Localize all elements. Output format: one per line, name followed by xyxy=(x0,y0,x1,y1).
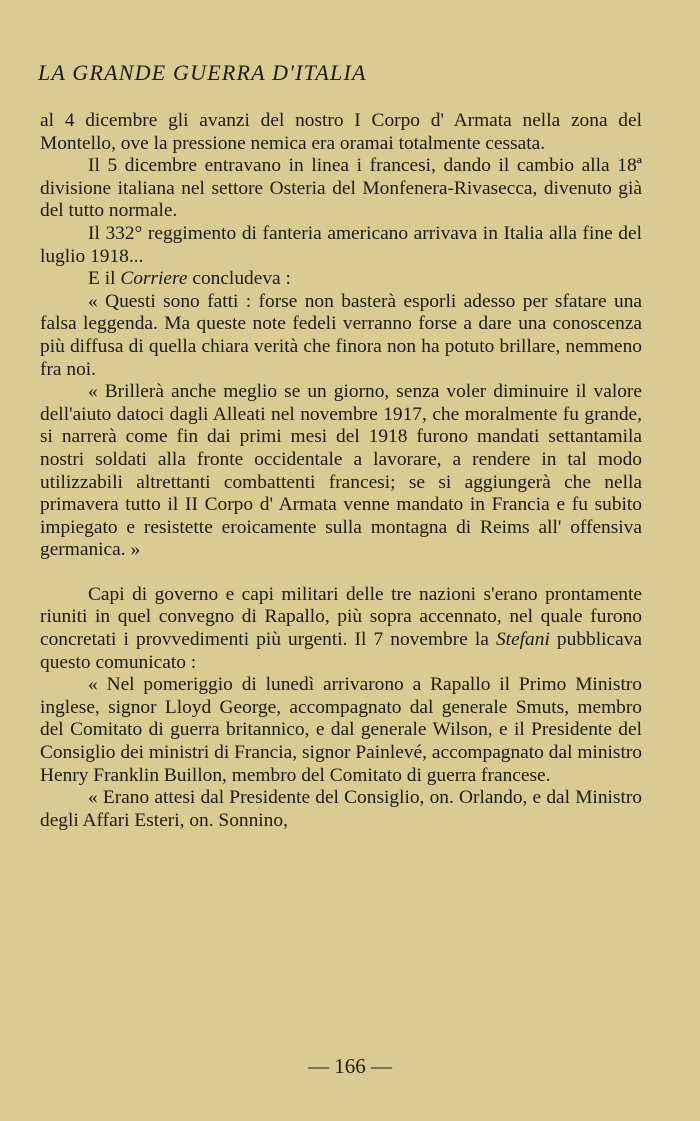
agency-name: Stefani xyxy=(495,629,550,651)
communique-paragraph-2: « Erano attesi dal Presidente del Consiglio, on. Orlando, e dal Ministro degli Affari Esteri, on. Sonnino, xyxy=(40,787,642,831)
text-run: concludeva : xyxy=(187,268,291,290)
running-header: LA GRANDE GUERRA D'ITALIA xyxy=(38,60,367,85)
text-run: E il xyxy=(88,268,121,290)
paragraph-rapallo xyxy=(40,584,642,674)
text-run: pubblicava questo comunicato : xyxy=(40,629,643,673)
communique-paragraph-1: « Nel pomeriggio di lunedì arrivarono a Rapallo il Primo Ministro inglese, signor Lloyd George, accompagnato dal generale Smuts, membro del Comitato di guerra britannico, e dal generale Wilson, e il Presidente del Consiglio dei ministri di Francia, signor Painlevé, accompagnato dal ministro Henry Franklin Buillon, membro del Comitato di guerra francese. xyxy=(40,674,642,786)
text-run: Capi di governo e capi militari delle tre nazioni s'erano prontamente riuniti in quel convegno di Rapallo, più sopra accennato, nel quale furono concretati i provvedimenti più urgenti. Il 7 novembre la xyxy=(40,583,642,651)
paragraph-french-relief: Il 5 dicembre entravano in linea i francesi, dando il cambio alla 18ª divisione italiana nel settore Osteria del Monfenera-Rivasecca, divenuto già del tutto normale. xyxy=(40,155,642,222)
paragraph-continuation: al 4 dicembre gli avanzi del nostro I Corpo d' Armata nella zona del Montello, ove la pressione nemica era oramai totalmente cessata. xyxy=(40,110,642,154)
quote-paragraph-2: « Brillerà anche meglio se un giorno, senza voler diminuire il valore dell'aiuto datoci dagli Alleati nel novembre 1917, che moralmente fu grande, si narrerà come fin dai primi mesi del 1918 furono mandati settantamila nostri soldati alla fronte occidentale a lavorare, a rendere in tal modo utilizzabili altrettanti combattenti francesi; se si aggiungerà che nella primavera tutto il II Corpo d' Armata venne mandato in Francia e fu subito impiegato e resistette eroicamente sulla montagna di Reims all' offensiva germanica. » xyxy=(40,381,642,561)
newspaper-name: Corriere xyxy=(120,268,188,290)
paragraph-american-regiment: Il 332° reggimento di fanteria americano arrivava in Italia alla fine del luglio 1918... xyxy=(40,222,642,267)
page-number: — 166 — xyxy=(308,1054,392,1078)
paragraph-corriere-intro xyxy=(40,268,642,291)
page-body xyxy=(40,110,642,832)
section-spacer xyxy=(40,562,642,584)
quote-paragraph-1: « Questi sono fatti : forse non basterà esporli adesso per sfatare una falsa leggenda. Ma queste note fedeli verranno forse a dare una conoscenza più diffusa di quella chiara verità che finora non ha potuto brillare, nemmeno fra noi. xyxy=(40,290,642,380)
